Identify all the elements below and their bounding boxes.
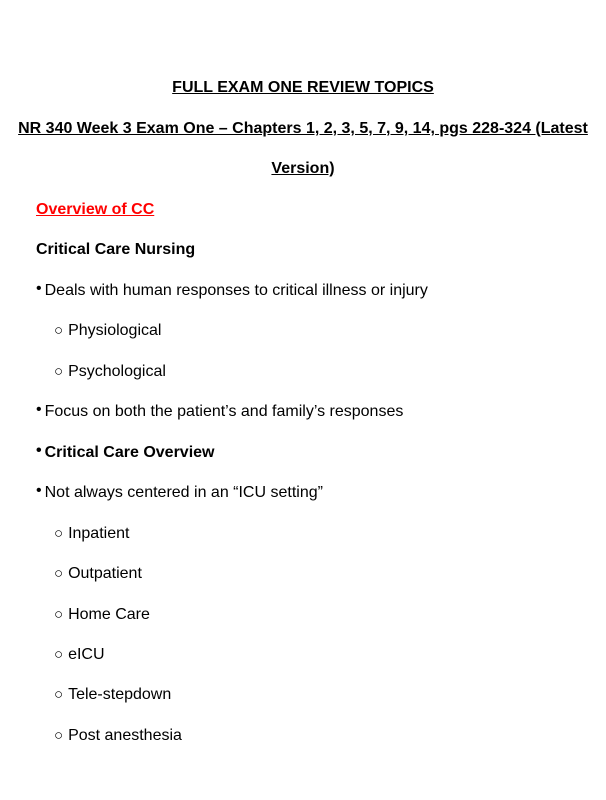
bullet-icon: • xyxy=(36,280,42,297)
hollow-circle-icon: ○ xyxy=(54,322,64,339)
list-item-text: Deals with human responses to critical illness or injury xyxy=(44,282,428,299)
sub-list-item xyxy=(54,524,129,544)
list-item-text: Not always centered in an “ICU setting” xyxy=(44,484,323,501)
hollow-circle-icon: ○ xyxy=(54,525,64,542)
sub-list-item-text: Psychological xyxy=(68,363,166,380)
sub-list-item-text: Tele-stepdown xyxy=(68,686,172,703)
subheading: Critical Care Nursing xyxy=(36,241,196,258)
list-item-text: Focus on both the patient’s and family’s responses xyxy=(44,403,404,420)
sub-list-item xyxy=(54,645,105,665)
sub-list-item-text: Physiological xyxy=(68,322,162,339)
hollow-circle-icon: ○ xyxy=(54,727,64,744)
document-subtitle-line-2: Version) xyxy=(271,160,335,177)
hollow-circle-icon: ○ xyxy=(54,686,64,703)
sub-list-item xyxy=(54,605,150,625)
hollow-circle-icon: ○ xyxy=(54,565,64,582)
sub-list-item xyxy=(54,321,161,341)
sub-list-item xyxy=(54,564,142,584)
sub-list-item xyxy=(54,685,171,705)
bullet-icon: • xyxy=(36,442,42,459)
document-subtitle-line-1: NR 340 Week 3 Exam One – Chapters 1, 2, 3, 5, 7, 9, 14, pgs 228-324 (Latest xyxy=(18,120,588,137)
hollow-circle-icon: ○ xyxy=(54,646,64,663)
sub-list-item-text: Post anesthesia xyxy=(68,727,182,744)
bullet-icon: • xyxy=(36,401,42,418)
sub-list-item-text: Inpatient xyxy=(68,525,130,542)
sub-list-item-text: eICU xyxy=(68,646,105,663)
document-title: FULL EXAM ONE REVIEW TOPICS xyxy=(172,79,434,96)
list-item xyxy=(36,483,323,503)
list-item xyxy=(36,281,428,301)
sub-list-item-text: Outpatient xyxy=(68,565,142,582)
list-item-text: Critical Care Overview xyxy=(44,444,215,461)
list-item xyxy=(36,402,403,422)
hollow-circle-icon: ○ xyxy=(54,606,64,623)
sub-list-item-text: Home Care xyxy=(68,606,150,623)
sub-list-item xyxy=(54,362,166,382)
bullet-icon: • xyxy=(36,482,42,499)
section-heading: Overview of CC xyxy=(36,201,155,218)
sub-list-item xyxy=(54,726,182,746)
list-item xyxy=(36,443,214,463)
hollow-circle-icon: ○ xyxy=(54,363,64,380)
